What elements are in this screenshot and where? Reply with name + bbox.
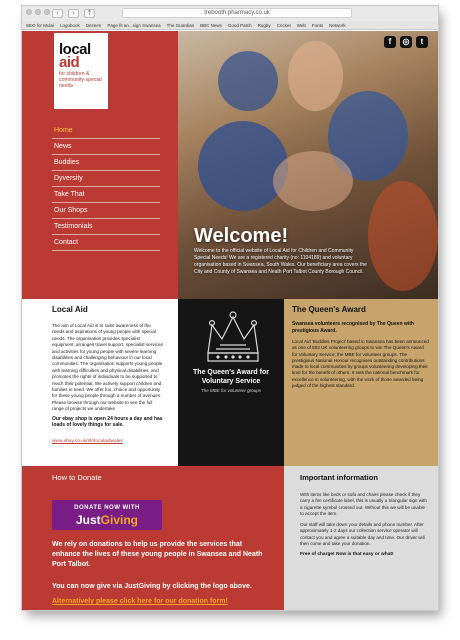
nav-item-dyversity[interactable]: Dyversity <box>52 171 160 187</box>
main-nav <box>52 123 160 251</box>
close-window-icon[interactable] <box>26 9 32 15</box>
bookmark-item[interactable]: Web <box>296 22 306 28</box>
hero-image <box>178 31 438 299</box>
bookmarks-bar <box>22 21 438 30</box>
nav-item-buddies[interactable]: Buddies <box>52 155 160 171</box>
donate-section <box>22 466 284 610</box>
queens-award-section <box>284 299 438 466</box>
logo-tagline: for children & community special needs <box>59 71 102 89</box>
bookmark-item[interactable]: Dezeen <box>85 22 102 28</box>
award-badge <box>178 299 284 466</box>
bookmark-item[interactable]: SEO for Mulai <box>26 22 55 28</box>
nav-item-contact[interactable]: Contact <box>52 235 160 251</box>
share-icon[interactable]: ↑ <box>84 9 95 18</box>
nav-item-news[interactable]: News <box>52 139 160 155</box>
instagram-icon[interactable]: ◎ <box>400 36 412 48</box>
hero-figure <box>273 151 353 211</box>
donate-text: We rely on donations to help us provide the services that enhance the lives of these young people in Swansea and Neath Port Talbot. <box>52 541 263 568</box>
important-info-title: Important information <box>300 473 378 482</box>
sidebar <box>22 31 178 299</box>
site-logo[interactable] <box>54 33 108 109</box>
twitter-icon[interactable]: t <box>416 36 428 48</box>
address-bar[interactable] <box>122 8 352 18</box>
important-info-para1: With items like beds or sofa and chairs please check if they carry a fire certificate label, this is usually a triangular sign with a cigarette symbol crossed out. Without this we will be unable to accept the item. <box>300 492 427 516</box>
nav-item-testimonials[interactable]: Testimonials <box>52 219 160 235</box>
queens-award-title: The Queen's Award <box>292 305 366 314</box>
important-info-note: Free of charge! Now is that easy or what! <box>300 552 394 558</box>
ebay-shop-link[interactable]: www.ebay.co.uk/str/localaidwales <box>52 438 123 444</box>
browser-window <box>22 6 438 610</box>
hero-text: Welcome to the official website of Local Aid for Children and Community Special Needs! We are a registered charity (no: 1104189) and voluntary organisation based in Swansea, South Wales. Our beneficiary area covers the City and County of Swansea and Neath Port Talbot County Borough Council. <box>194 248 367 275</box>
justgiving-logo-just: Just <box>75 513 101 527</box>
bookmark-item[interactable]: Cricket <box>276 22 291 28</box>
local-aid-body: The aim of Local Aid is to raise awareness of the needs and aspirations of young people with special needs. The organisation provides specialist equipment, arranges travel support, specialist services and activities for young people with severe learning disabilities and challenging behaviour in our local communities. The organisation supports young people with learning difficulties and physical disabilities, and promotes the rights of individuals to be supported to reach their potential. We actively support children and families in need. We offer fun, choice and opportunity for these young people through a number of avenues. Please browse through our website to see the full range of projects we undertake <box>52 323 163 412</box>
hero-title: Welcome! <box>194 225 289 247</box>
zoom-window-icon[interactable] <box>44 9 50 15</box>
forward-icon[interactable]: › <box>68 9 79 18</box>
bookmark-item[interactable]: Page fit an...sign Swansea <box>107 22 161 28</box>
back-icon[interactable]: ‹ <box>52 9 63 18</box>
bookmark-item[interactable]: Network <box>329 22 346 28</box>
justgiving-logo <box>52 513 162 527</box>
bookmark-item[interactable]: BBC News <box>200 22 222 28</box>
crown-icon <box>202 309 264 367</box>
bookmark-item[interactable]: Fonts <box>311 22 324 28</box>
donation-form-link[interactable]: Alternatively please click here for our donation form! <box>52 598 228 605</box>
hero-figure <box>198 121 288 211</box>
award-badge-title: The Queen's Award for Voluntary Service <box>193 369 269 385</box>
social-links <box>384 36 428 48</box>
nav-item-take-that[interactable]: Take That <box>52 187 160 203</box>
nav-item-our-shops[interactable]: Our Shops <box>52 203 160 219</box>
web-page <box>22 31 438 610</box>
local-aid-section <box>22 299 178 466</box>
nav-item-home[interactable]: Home <box>52 123 160 139</box>
bookmark-item[interactable]: Logobook <box>60 22 80 28</box>
justgiving-button-top: DONATE NOW WITH <box>74 505 140 511</box>
award-badge-subtitle: The MBE for volunteer groups <box>200 388 262 393</box>
browser-toolbar <box>22 6 438 21</box>
bookmark-item[interactable]: Good Patch <box>227 22 252 28</box>
url-text: trebooth.pharmacy.co.uk <box>204 10 270 16</box>
minimize-window-icon[interactable] <box>35 9 41 15</box>
local-aid-title: Local Aid <box>52 305 88 314</box>
bookmark-item[interactable]: The Guardian <box>166 22 195 28</box>
justgiving-logo-giving: Giving <box>100 513 139 527</box>
important-info-para2: Our staff will take down your details and phone number. After approximately 1-2 days our collection service operator will contact you and agree a suitable day and time. Our driver will then come and take your donation. <box>300 522 425 547</box>
queens-award-body: Local Aid 'Buddies Project' based in Swansea has been announced as one of 503 UK volunteering groups to win The Queen's Award for Voluntary Service; the MBE for volunteer groups. The prestigious National Honour recognises outstanding contributions made to local communities by groups volunteering developing their time for the benefit of others. It sets the national benchmark for excellence in volunteering, with the work of those awarded being judged of the highest standard. <box>292 339 429 389</box>
bookmark-item[interactable]: Rugby <box>257 22 271 28</box>
hero-figure <box>368 181 438 291</box>
facebook-icon[interactable]: f <box>384 36 396 48</box>
hero-figure <box>218 51 278 111</box>
justgiving-button[interactable] <box>52 500 162 530</box>
queens-award-lead: Swansea volunteers recognised by The Queen with prestigious Award. <box>292 321 414 334</box>
logo-word-aid: aid <box>59 54 80 71</box>
donate-justgiving-text: You can now give via JustGiving by clicking the logo above. <box>52 583 252 590</box>
donate-title: How to Donate <box>52 473 102 482</box>
logo-word-local: local <box>59 41 91 58</box>
hero-figure <box>288 41 343 111</box>
ebay-shop-text: Our ebay shop is open 24 hours a day and has loads of lovely things for sale. <box>52 415 163 429</box>
important-info-section <box>284 466 438 610</box>
window-controls <box>26 9 50 15</box>
